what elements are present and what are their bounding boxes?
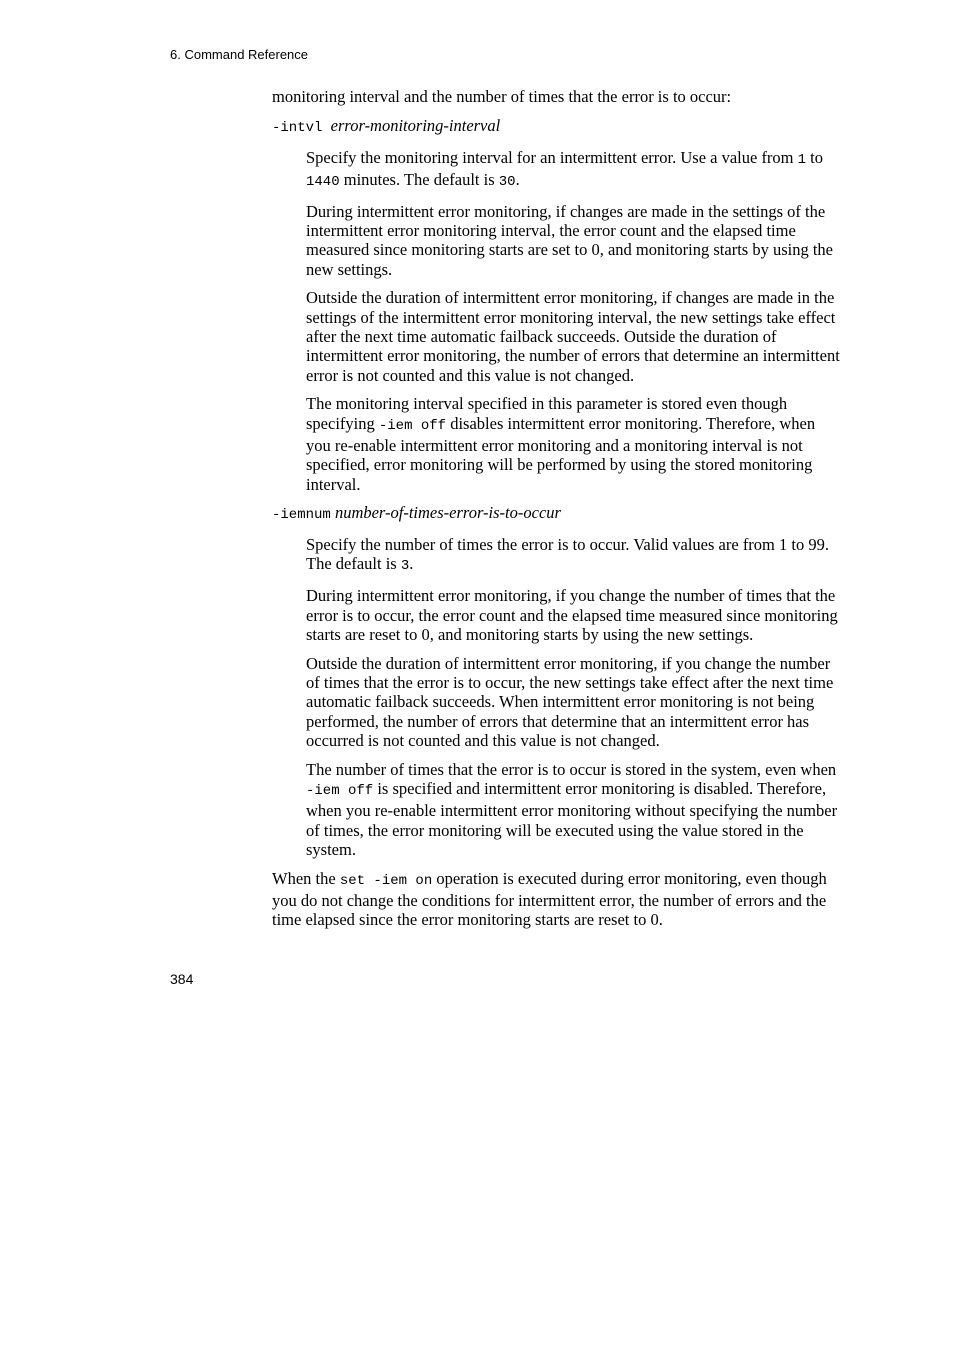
inline-code: 30 <box>498 173 516 190</box>
intvl-paragraph-3: Outside the duration of intermittent error monitoring, if changes are made in the settings of the intermittent error monitoring interval, the new settings take effect after the next time automatic failback succeeds. Outside the duration of intermittent error monitoring, the number of errors that determine an intermittent error is not counted and this value is not changed. <box>306 288 840 385</box>
intvl-paragraph-1: Specify the monitoring interval for an intermittent error. Use a value from 1 to 1440 minutes. The default is 30. <box>306 147 824 190</box>
iemnum-paragraph-1: Specify the number of times the error is to occur. Valid values are from 1 to 99. The default is 3. <box>306 535 829 575</box>
option-iemnum <box>272 503 842 525</box>
inline-code: -iem off <box>306 782 374 799</box>
page-number: 384 <box>170 971 194 987</box>
option-flag: -iemnum <box>272 507 331 524</box>
inline-code: 1440 <box>306 173 340 190</box>
iemnum-paragraph-3: Outside the duration of intermittent error monitoring, if you change the number of times that the error is to occur, the new settings take effect after the next time automatic failback succeeds. When intermittent error monitoring is not being performed, the number of errors that determine that an intermittent error has occurred is not counted and this value is not changed. <box>306 653 834 750</box>
inline-code: -iem off <box>378 417 447 434</box>
intvl-description <box>306 148 842 494</box>
page-content <box>272 87 842 939</box>
inline-code: 1 <box>797 151 807 168</box>
iemnum-paragraph-2: During intermittent error monitoring, if you change the number of times that the error is to occur, the error count and the elapsed time measured since monitoring starts are reset to 0, and monitoring starts by using the new settings. <box>306 586 838 644</box>
inline-code: 3 <box>400 558 410 575</box>
intro-paragraph: monitoring interval and the number of times that the error is to occur: <box>272 87 732 106</box>
option-argument: number-of-times-error-is-to-occur <box>334 503 561 523</box>
option-argument: error-monitoring-interval <box>330 115 501 135</box>
intvl-paragraph-2: During intermittent error monitoring, if changes are made in the settings of the intermittent error monitoring interval, the error count and the elapsed time measured since monitoring starts are set to 0, and monitoring starts by using the new settings. <box>306 201 833 279</box>
inline-code: set -iem on <box>339 872 433 889</box>
option-intvl <box>272 116 842 138</box>
iemnum-description <box>306 535 842 859</box>
intvl-paragraph-4: The monitoring interval specified in this parameter is stored even though specifying -iem off disables intermittent error monitoring. Therefore, when you re-enable intermittent error monitoring and a monitoring interval is not specified, error monitoring will be performed by using the stored monitoring interval. <box>306 394 816 494</box>
iemnum-paragraph-4: The number of times that the error is to occur is stored in the system, even when -iem off is specified and intermittent error monitoring is disabled. Therefore, when you re-enable intermittent error monitoring without specifying the number of times, the error monitoring will be executed using the value stored in the system. <box>306 759 838 859</box>
running-header: 6. Command Reference <box>170 47 309 62</box>
option-flag: -intvl <box>272 119 323 136</box>
closing-paragraph: When the set -iem on operation is executed during error monitoring, even though you do not change the conditions for intermittent error, the number of errors and the time elapsed since the error monitoring starts are reset to 0. <box>272 868 827 930</box>
